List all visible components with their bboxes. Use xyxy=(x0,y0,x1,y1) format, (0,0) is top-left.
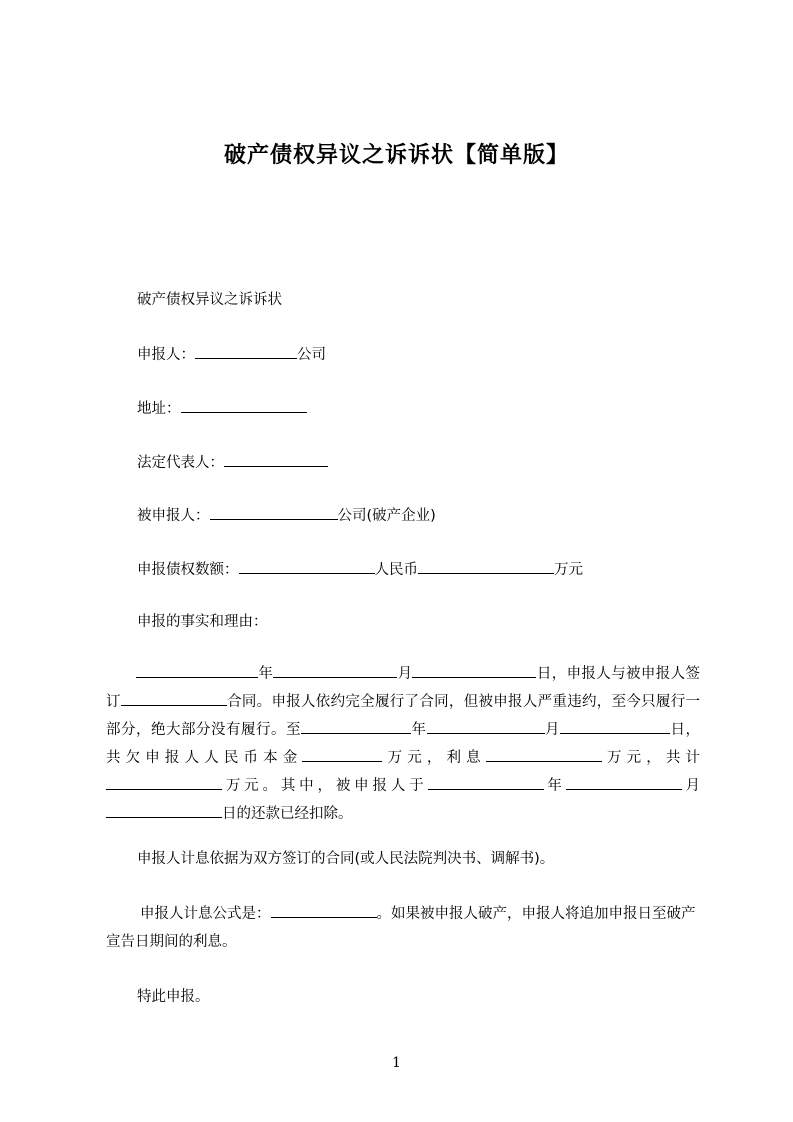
amount-blank-2 xyxy=(418,559,554,574)
address-line xyxy=(137,398,307,419)
closing-text: 特此申报。 xyxy=(137,989,210,1005)
amount-unit: 万元 xyxy=(554,562,583,578)
respondent-line xyxy=(137,505,436,526)
document-title: 破产债权异议之诉诉状【简单版】 xyxy=(223,143,569,168)
blank xyxy=(486,747,602,762)
text-among: 万元。其中，被申报人于 xyxy=(222,778,428,794)
text-interest: 万元，利息 xyxy=(382,750,486,766)
applicant-suffix: 公司 xyxy=(297,347,326,363)
respondent-blank xyxy=(210,505,338,520)
respondent-suffix: 公司(破产企业) xyxy=(337,508,436,524)
amount-currency: 人民币 xyxy=(374,562,418,578)
amount-blank-1 xyxy=(239,559,375,574)
text-day-sign: 日，申报人与被申报人签订 xyxy=(106,666,701,710)
applicant-blank xyxy=(195,344,297,359)
applicant-line xyxy=(137,344,326,365)
blank xyxy=(106,775,222,790)
amount-line xyxy=(137,559,583,580)
blank xyxy=(560,719,670,734)
address-label: 地址： xyxy=(137,401,181,417)
interest-basis: 申报人计息依据为双方签订的合同(或人民法院判决书、调解书)。 xyxy=(137,851,555,867)
blank xyxy=(302,747,382,762)
blank xyxy=(121,691,227,706)
legal-rep-line xyxy=(137,452,328,473)
text-year2: 年 xyxy=(411,722,427,738)
legal-rep-blank xyxy=(224,452,328,467)
blank xyxy=(273,663,397,678)
text-deducted: 日的还款已经扣除。 xyxy=(222,806,353,822)
text-month: 月 xyxy=(397,666,413,682)
blank xyxy=(412,663,536,678)
address-blank xyxy=(181,398,307,413)
formula-label: 申报人计息公式是： xyxy=(140,906,271,922)
text-contract: 合同。申报人依约完全履行了合同，但被申报人严重违约，至今只履行一部分，绝大部分没有履行。至 xyxy=(106,694,701,738)
formula-text: 。如果被申报人破产，申报人将追加申报日至破产宣告日期间的利息。 xyxy=(106,906,696,950)
blank xyxy=(136,663,258,678)
facts-label: 申报的事实和理由： xyxy=(137,614,268,630)
blank xyxy=(106,803,222,818)
blank xyxy=(427,719,545,734)
page-number: 1 xyxy=(392,1055,401,1071)
text-year3: 年 xyxy=(543,778,566,794)
blank xyxy=(301,719,411,734)
amount-label: 申报债权数额： xyxy=(137,562,239,578)
blank xyxy=(566,775,682,790)
text-owe: 日，共欠申报人人民币本金 xyxy=(106,722,700,766)
blank xyxy=(428,775,544,790)
text-year: 年 xyxy=(258,666,274,682)
text-month2: 月 xyxy=(544,722,560,738)
facts-paragraph xyxy=(106,660,700,828)
document-heading: 破产债权异议之诉诉状 xyxy=(137,292,282,308)
text-month3: 月 xyxy=(681,778,701,794)
text-total: 万元，共计 xyxy=(601,750,701,766)
legal-rep-label: 法定代表人： xyxy=(137,455,224,471)
respondent-label: 被申报人： xyxy=(137,508,210,524)
formula-paragraph xyxy=(106,900,700,956)
applicant-label: 申报人： xyxy=(137,347,195,363)
formula-blank xyxy=(271,903,377,918)
